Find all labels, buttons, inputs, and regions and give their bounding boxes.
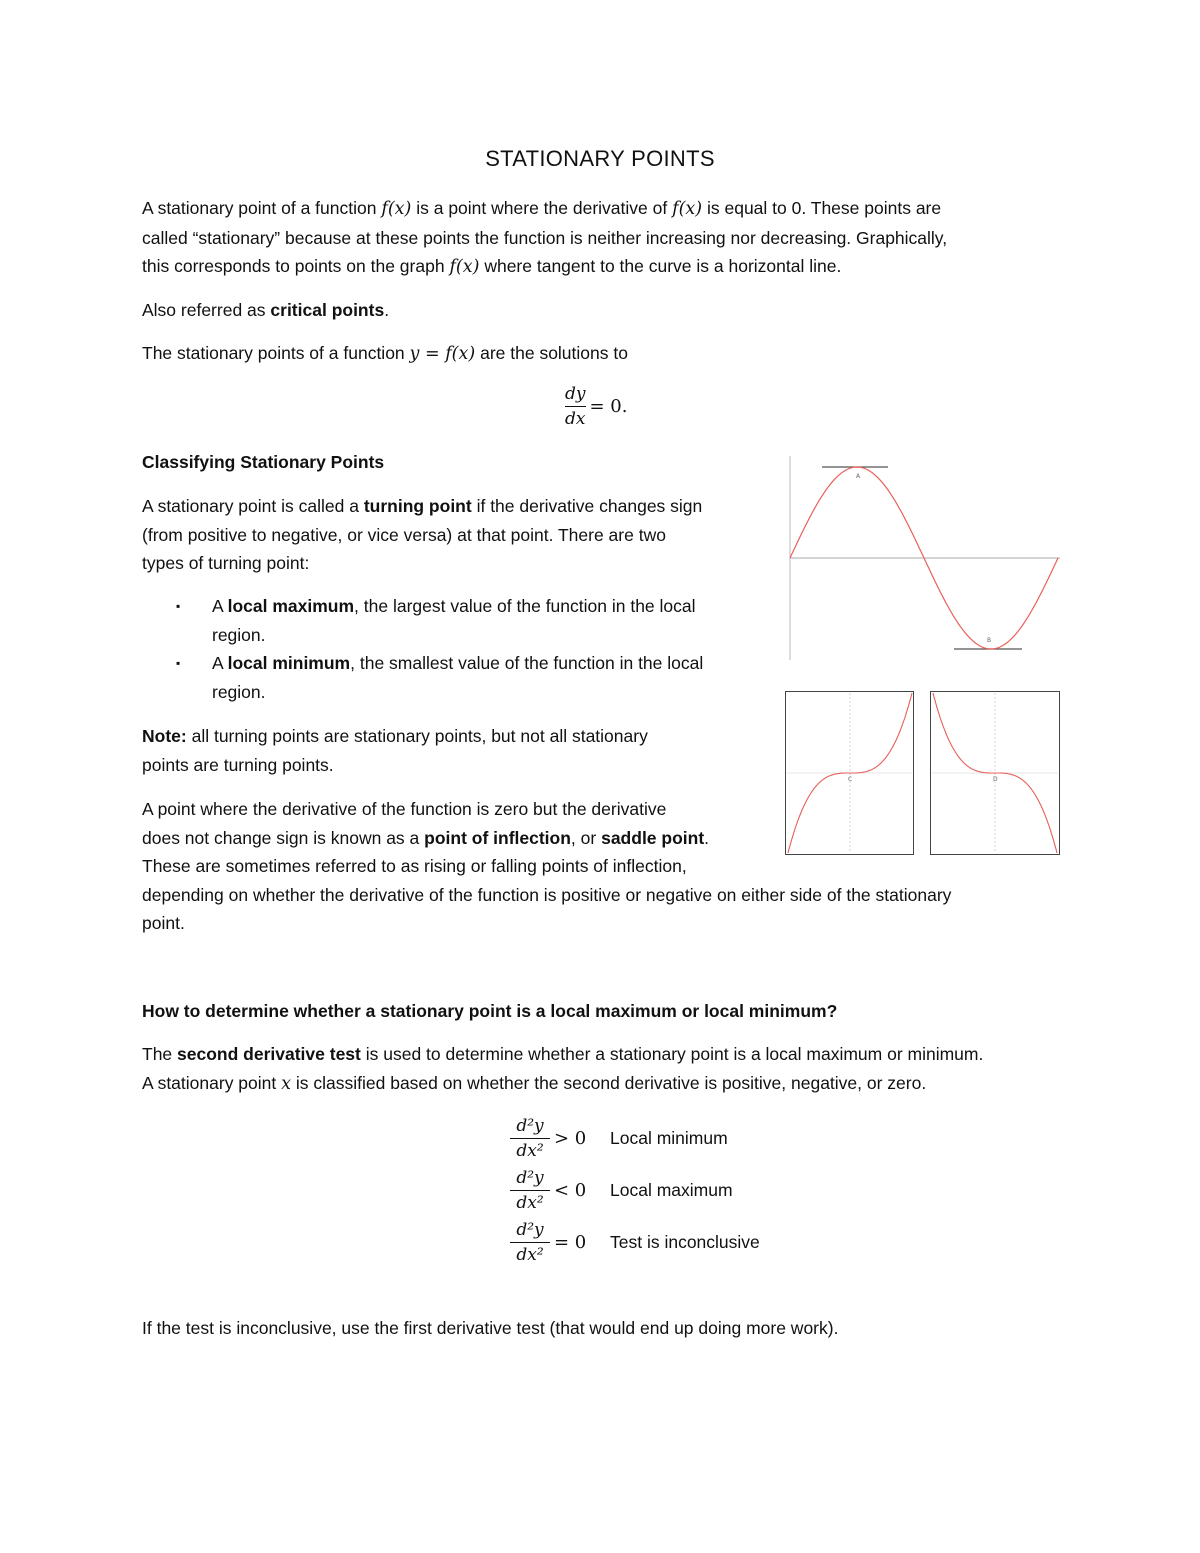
math-fx: f(x) bbox=[672, 199, 703, 219]
dy-dx-equation bbox=[565, 382, 627, 431]
point-of-inflection-term: point of inflection bbox=[424, 827, 571, 848]
intro-text: A stationary point of a function bbox=[142, 198, 377, 218]
bullet-text: region. bbox=[212, 624, 266, 645]
relation: = 0 bbox=[554, 1231, 587, 1253]
fraction-denominator: dx² bbox=[516, 1192, 544, 1213]
second-test-text: The bbox=[142, 1044, 173, 1064]
row-label: Local minimum bbox=[610, 1127, 728, 1148]
bullet-icon: ▪ bbox=[176, 599, 181, 613]
note-text: all turning points are stationary points, but not all stationary bbox=[191, 726, 648, 746]
final-paragraph: If the test is inconclusive, use the first derivative test (that would end up doing more work). bbox=[142, 1318, 839, 1338]
inflection-text: does not change sign is known as a bbox=[142, 827, 420, 848]
test-row bbox=[510, 1216, 760, 1268]
intro-text: where tangent to the curve is a horizontal line. bbox=[484, 256, 842, 276]
intro-text: called “stationary” because at these points the function is neither increasing nor decreasing. Graphically, bbox=[142, 227, 948, 248]
classifying-text: types of turning point: bbox=[142, 553, 310, 573]
fraction-denominator: dx² bbox=[516, 1140, 544, 1161]
classifying-heading: Classifying Stationary Points bbox=[142, 452, 385, 472]
inflection-text: These are sometimes referred to as rising or falling points of inflection, bbox=[142, 856, 687, 876]
classifying-text: if the derivative changes sign bbox=[476, 496, 703, 516]
intro-text: is equal to 0. These points are bbox=[706, 198, 942, 218]
second-test-text: A stationary point bbox=[142, 1072, 277, 1093]
local-minimum-term: local minimum bbox=[227, 653, 351, 673]
bullet-text: A bbox=[212, 596, 223, 616]
list-item bbox=[142, 592, 772, 649]
classifying-text: (from positive to negative, or vice versa) at that point. There are two bbox=[142, 524, 666, 545]
second-test-text: is used to determine whether a stationary point is a local maximum or minimum. bbox=[365, 1044, 984, 1064]
falling-inflection-figure bbox=[930, 691, 1061, 856]
label-a: A bbox=[856, 473, 861, 480]
test-row bbox=[510, 1112, 760, 1164]
math-x: x bbox=[281, 1073, 291, 1094]
fraction-denominator: dx bbox=[565, 409, 586, 429]
fraction-numerator: d²y bbox=[516, 1167, 544, 1188]
label-d: D bbox=[993, 776, 998, 783]
d2y-dx2-fraction bbox=[510, 1166, 550, 1215]
inflection-text: , or bbox=[570, 827, 597, 848]
inflection-text: A point where the derivative of the function is zero but the derivative bbox=[142, 799, 667, 819]
also-text: Also referred as bbox=[142, 300, 266, 320]
fraction-numerator: d²y bbox=[516, 1219, 544, 1240]
second-test-text: is classified based on whether the second derivative is positive, negative, or zero. bbox=[295, 1072, 927, 1093]
fraction-denominator: dx² bbox=[516, 1244, 544, 1265]
math-fx: f(x) bbox=[449, 257, 480, 277]
bullet-text: region. bbox=[212, 681, 266, 702]
intro-text: this corresponds to points on the graph bbox=[142, 256, 445, 276]
solutions-text: The stationary points of a function bbox=[142, 343, 405, 363]
rising-inflection-figure bbox=[785, 691, 915, 856]
turning-point-list bbox=[142, 592, 772, 706]
equation-rhs: = 0. bbox=[589, 396, 628, 417]
row-label: Local maximum bbox=[610, 1179, 733, 1200]
local-maximum-term: local maximum bbox=[227, 596, 355, 616]
label-b: B bbox=[987, 637, 992, 644]
test-row bbox=[510, 1164, 760, 1216]
relation: > 0 bbox=[554, 1127, 587, 1149]
also-paragraph bbox=[142, 296, 389, 325]
turning-point-paragraph bbox=[142, 492, 772, 578]
math-yfx: y = f(x) bbox=[409, 344, 476, 364]
inflection-text: point. bbox=[142, 913, 185, 933]
intro-text: is a point where the derivative of bbox=[416, 198, 668, 218]
label-c: C bbox=[848, 776, 853, 783]
fraction-numerator: d²y bbox=[516, 1115, 544, 1136]
second-derivative-test-term: second derivative test bbox=[177, 1044, 361, 1064]
note-label: Note: bbox=[142, 726, 187, 746]
solutions-end: are the solutions to bbox=[480, 343, 628, 363]
math-fx: f(x) bbox=[381, 199, 412, 219]
dy-dx-fraction bbox=[565, 382, 586, 431]
fraction-numerator: dy bbox=[565, 384, 586, 404]
second-test-paragraph bbox=[142, 1040, 1082, 1098]
bullet-text: , the largest value of the function in the local bbox=[354, 596, 696, 616]
page-title: STATIONARY POINTS bbox=[485, 146, 715, 171]
d2y-dx2-fraction bbox=[510, 1218, 550, 1267]
critical-points-term: critical points bbox=[270, 300, 385, 320]
d2y-dx2-fraction bbox=[510, 1114, 550, 1163]
turning-point-term: turning point bbox=[363, 496, 472, 516]
bullet-icon: ▪ bbox=[176, 656, 181, 670]
relation: < 0 bbox=[554, 1179, 587, 1201]
intro-paragraph bbox=[142, 194, 1072, 282]
note-text: points are turning points. bbox=[142, 754, 334, 775]
bullet-text: , the smallest value of the function in the local bbox=[350, 653, 704, 673]
inflection-text: . bbox=[704, 827, 710, 848]
note-paragraph bbox=[142, 722, 772, 779]
bullet-text: A bbox=[212, 653, 223, 673]
second-derivative-table bbox=[510, 1112, 760, 1268]
saddle-point-term: saddle point bbox=[601, 827, 705, 848]
also-end: . bbox=[384, 300, 390, 320]
sine-turning-points-figure bbox=[786, 456, 1064, 660]
inflection-text: depending on whether the derivative of the function is positive or negative on either side of the stationary bbox=[142, 884, 952, 905]
classifying-text: A stationary point is called a bbox=[142, 496, 359, 516]
second-test-heading: How to determine whether a stationary point is a local maximum or local minimum? bbox=[142, 1001, 838, 1021]
list-item bbox=[142, 649, 772, 706]
row-label: Test is inconclusive bbox=[610, 1231, 760, 1252]
solutions-paragraph bbox=[142, 339, 628, 369]
